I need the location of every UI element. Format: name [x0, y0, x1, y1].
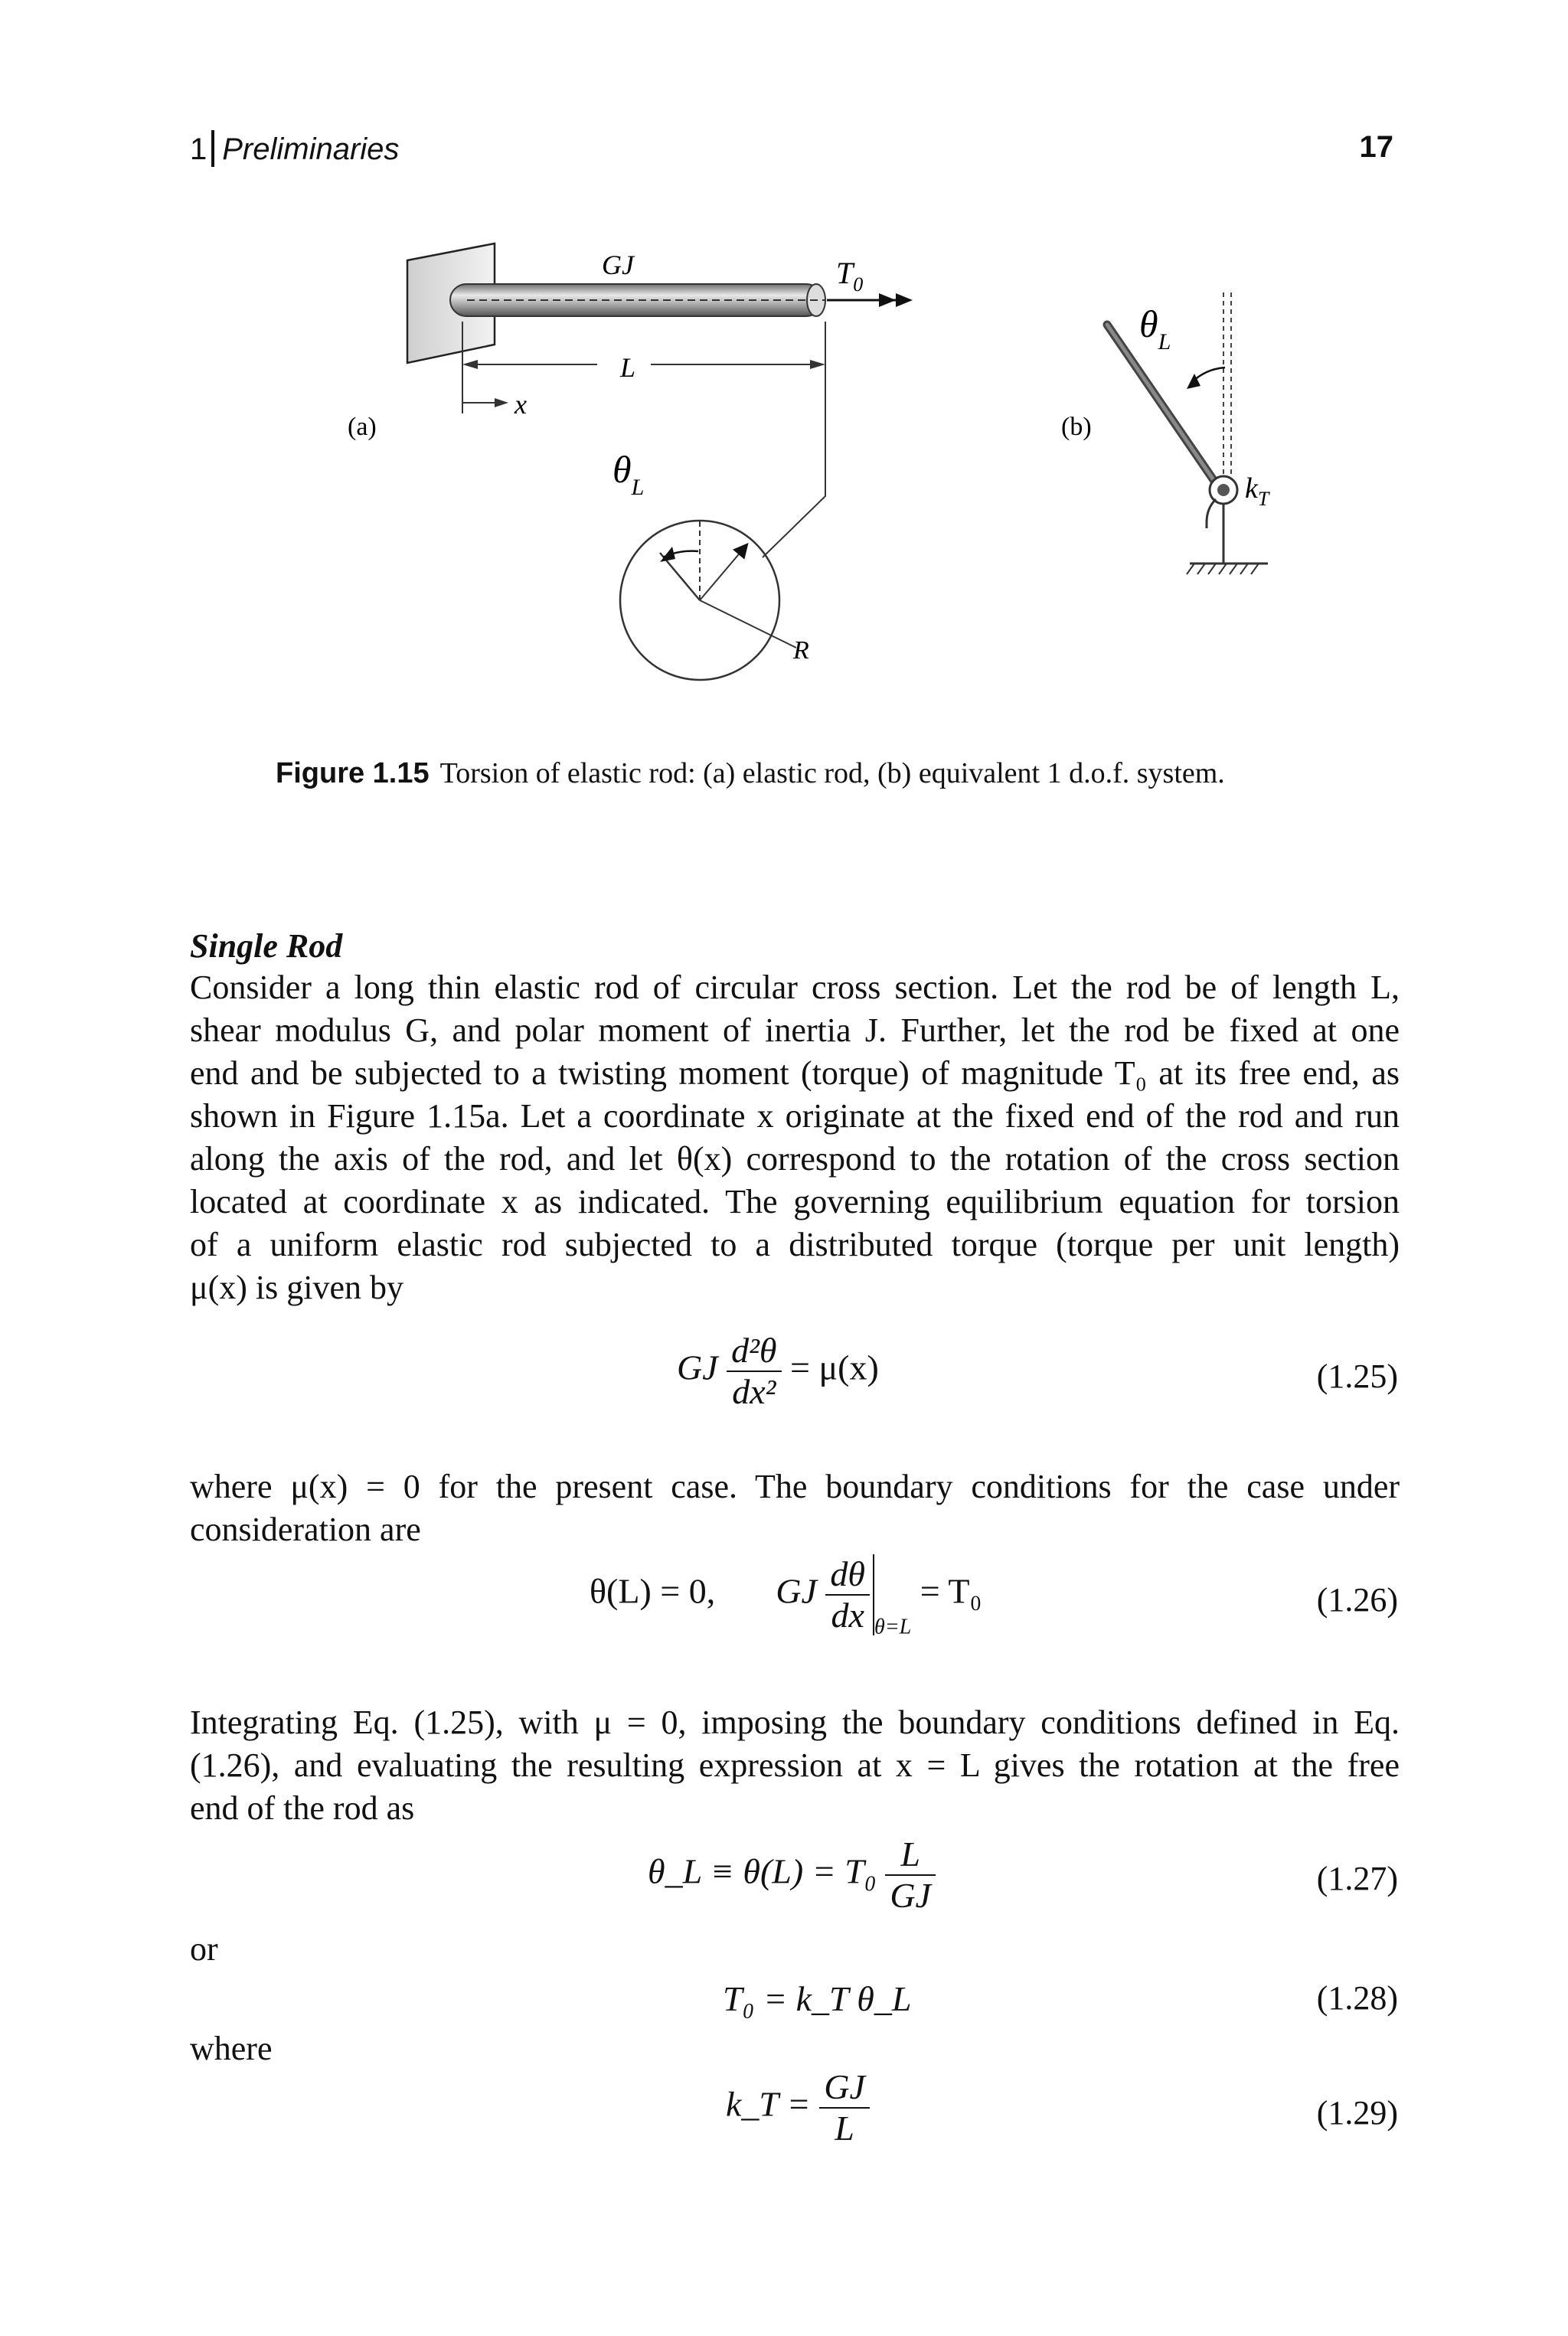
- paragraph-2: [190, 1465, 1400, 1551]
- text-line: consideration are: [190, 1511, 421, 1548]
- chapter-number: 1: [190, 132, 207, 166]
- text-line: shear modulus G, and polar moment of inertia J. Further, let the rod be fixed at one: [190, 1011, 1400, 1049]
- equation-number: (1.27): [1316, 1860, 1398, 1897]
- label-theta-a: $\theta_L$: [612, 448, 645, 500]
- figure-caption-label: Figure 1.15: [276, 757, 430, 789]
- paragraph-3: [190, 1701, 1400, 1830]
- label-length: L: [620, 352, 636, 383]
- eq-denominator: dx: [831, 1596, 864, 1635]
- equation-number: (1.26): [1316, 1581, 1398, 1619]
- text-line: μ(x) is given by: [190, 1269, 403, 1306]
- eq-term: GJ: [677, 1348, 718, 1387]
- eq-fraction: [819, 2067, 870, 2148]
- eq-denominator: dx²: [732, 1372, 776, 1411]
- eq-fraction: [727, 1331, 781, 1412]
- equation-number: (1.28): [1316, 1979, 1398, 2017]
- eq-numerator: dθ: [825, 1554, 870, 1596]
- text-line: end of the rod as: [190, 1789, 415, 1827]
- eq-term: θ(L) = 0,: [590, 1571, 716, 1611]
- text-line: of a uniform elastic rod subjected to a distributed torque (torque per unit length): [190, 1226, 1400, 1263]
- label-theta-b: $\theta_L$: [1139, 302, 1171, 354]
- equation-1-29: [726, 2067, 870, 2148]
- chapter-title: Preliminaries: [222, 132, 400, 166]
- eq-numerator: d²θ: [727, 1331, 781, 1372]
- word-where: where: [190, 2030, 273, 2067]
- text-line: Integrating Eq. (1.25), with μ = 0, imposing the boundary conditions defined in Eq.: [190, 1704, 1400, 1741]
- equation-1-25: [677, 1331, 879, 1412]
- label-radius: R: [793, 636, 809, 665]
- eq-rhs: = μ(x): [790, 1348, 879, 1387]
- leader-line: [763, 368, 825, 557]
- pendulum-bar: [1107, 292, 1231, 490]
- figure-caption-text: Torsion of elastic rod: (a) elastic rod, (b) equivalent 1 d.o.f. system.: [439, 757, 1225, 789]
- figure-caption: [276, 756, 1225, 790]
- equation-1-27: [648, 1834, 936, 1916]
- eq-term: GJ: [776, 1571, 817, 1611]
- label-spring-stiffness: $k_T$: [1245, 472, 1269, 510]
- eq-numerator: GJ: [819, 2067, 870, 2109]
- equation-number: (1.29): [1316, 2094, 1398, 2132]
- eq-fraction: [825, 1554, 874, 1635]
- section-title: Single Rod: [190, 927, 343, 965]
- eq-numerator: L: [885, 1834, 936, 1876]
- figure-1-15: [0, 214, 1568, 720]
- panel-b-label: (b): [1061, 413, 1092, 441]
- eq-denominator: L: [835, 2109, 854, 2148]
- running-header: [190, 130, 399, 167]
- equation-number: (1.25): [1316, 1357, 1398, 1395]
- eq-term: T₀ = k_T θ_L: [723, 1979, 912, 2018]
- label-gj: GJ: [602, 250, 634, 280]
- text-line: along the axis of the rod, and let θ(x) correspond to the rotation of the cross section: [190, 1140, 1400, 1178]
- label-x: x: [514, 389, 527, 420]
- torque-arrow: [827, 293, 913, 307]
- text-line: located at coordinate x as indicated. The governing equilibrium equation for torsion: [190, 1183, 1400, 1220]
- eq-rhs: = T₀: [920, 1571, 982, 1611]
- cross-section: [620, 521, 796, 680]
- paragraph-1: [190, 966, 1400, 1309]
- text-line: (1.26), and evaluating the resulting expression at x = L gives the rotation at the free: [190, 1746, 1400, 1784]
- label-torque: $T_0$: [836, 256, 864, 296]
- equation-1-28: [723, 1978, 911, 2019]
- eq-evaluation: θ=L: [874, 1615, 912, 1639]
- elastic-rod: [450, 284, 825, 316]
- page-number: 17: [1359, 130, 1393, 164]
- eq-term: θ_L ≡ θ(L) = T₀: [648, 1851, 877, 1891]
- eq-denominator: GJ: [890, 1876, 931, 1915]
- word-or: or: [190, 1930, 218, 1968]
- text-line: where μ(x) = 0 for the present case. The boundary conditions for the case under: [190, 1468, 1400, 1505]
- text-line: Consider a long thin elastic rod of circular cross section. Let the rod be of length L,: [190, 969, 1400, 1006]
- text-line: end and be subjected to a twisting moment (torque) of magnitude T₀ at its free end, as: [190, 1054, 1400, 1092]
- header-divider: [211, 130, 214, 167]
- eq-fraction: [885, 1834, 936, 1916]
- equation-1-26: [590, 1554, 982, 1640]
- x-axis-arrow: [462, 398, 508, 407]
- text-line: shown in Figure 1.15a. Let a coordinate x originate at the fixed end of the rod and run: [190, 1097, 1400, 1135]
- panel-a-label: (a): [348, 413, 377, 441]
- eq-term: k_T =: [726, 2084, 811, 2124]
